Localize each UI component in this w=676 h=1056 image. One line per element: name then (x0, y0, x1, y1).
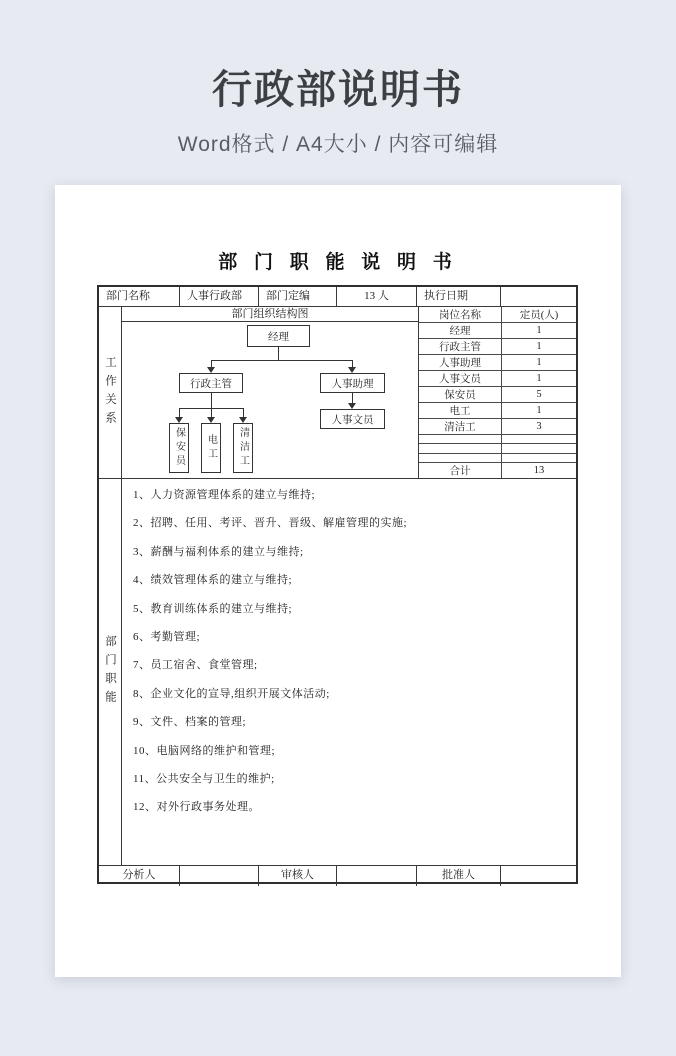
org-connector (179, 408, 180, 417)
analyst-label: 分析人 (99, 866, 180, 886)
org-node-security-guard (169, 423, 189, 473)
work-relations-label: 工作关系 (104, 355, 116, 430)
staffing-table (419, 307, 576, 478)
org-chart-cell (122, 307, 419, 478)
reviewer-value (337, 866, 417, 886)
org-node-cleaner (233, 423, 253, 473)
position-count: 1 (536, 357, 542, 368)
org-connector (211, 408, 212, 417)
position-name (419, 444, 502, 452)
org-connector (243, 408, 244, 417)
org-arrow-down-icon (207, 367, 215, 373)
org-node-hr-clerk: 人事文员 (320, 409, 385, 429)
signature-row (99, 866, 576, 886)
function-item: 7、员工宿舍、食堂管理; (133, 659, 258, 672)
position-name: 保安员 (419, 387, 502, 402)
function-item: 1、人力资源管理体系的建立与维持; (133, 489, 316, 501)
org-node-hr-assistant: 人事助理 (320, 373, 385, 393)
position-count (502, 454, 576, 462)
org-arrow-down-icon (239, 417, 247, 423)
org-arrow-down-icon (207, 417, 215, 423)
position-name: 行政主管 (419, 339, 502, 354)
function-item: 11、公共安全与卫生的维护; (133, 772, 275, 785)
banner-title: 行政部说明书 (212, 68, 464, 112)
staffing-total-row (419, 463, 576, 478)
position-name: 清洁工 (419, 419, 502, 434)
position-count: 1 (536, 325, 542, 336)
dept-name-label: 部门名称 (99, 287, 180, 306)
org-connector (211, 393, 212, 408)
staffing-row (419, 435, 576, 444)
staffing-row (419, 355, 576, 371)
staffing-row (419, 387, 576, 403)
position-name: 经理 (419, 323, 502, 338)
position-name (419, 435, 502, 443)
headcount-label: 部门定编 (259, 287, 337, 306)
org-connector (278, 347, 279, 361)
function-item: 12、对外行政事务处理。 (133, 801, 260, 814)
function-item: 4、绩效管理体系的建立与维持; (133, 574, 293, 587)
function-item: 10、电脑网络的维护和管理; (133, 744, 276, 757)
cleaner-label: 清洁工 (237, 427, 249, 469)
document-title: 部 门 职 能 说 明 书 (218, 252, 458, 273)
org-arrow-down-icon (348, 367, 356, 373)
functions-list (122, 479, 576, 865)
dept-name-value: 人事行政部 (180, 287, 259, 306)
banner-subtitle: Word格式 / A4大小 / 内容可编辑 (177, 133, 499, 156)
position-name: 电工 (419, 403, 502, 418)
functions-section (99, 479, 576, 866)
info-row (99, 287, 576, 307)
org-arrow-down-icon (348, 403, 356, 409)
exec-date-label: 执行日期 (417, 287, 501, 306)
reviewer-label: 审核人 (259, 866, 337, 886)
staffing-total-count: 13 (533, 464, 545, 476)
position-count-header: 定员(人) (519, 310, 559, 321)
functions-label-cell (99, 479, 122, 865)
position-count: 1 (536, 341, 542, 352)
analyst-value (180, 866, 259, 886)
work-relations-label-cell (99, 307, 122, 478)
security-guard-label: 保安员 (173, 427, 185, 469)
function-item: 6、考勤管理; (133, 630, 201, 643)
document-page (55, 185, 621, 977)
position-count (502, 444, 576, 452)
staffing-row (419, 323, 576, 339)
org-arrow-down-icon (175, 417, 183, 423)
headcount-value: 13 人 (337, 287, 417, 306)
position-count: 1 (536, 373, 542, 384)
functions-label: 部门职能 (104, 635, 116, 709)
staffing-row (419, 339, 576, 355)
position-name: 人事助理 (419, 355, 502, 370)
position-count: 5 (536, 389, 542, 400)
staffing-total-label: 合计 (419, 463, 502, 478)
staffing-row (419, 403, 576, 419)
org-node-admin-supervisor: 行政主管 (179, 373, 243, 393)
org-node-manager: 经理 (247, 325, 310, 347)
org-chart-title: 部门组织结构图 (122, 307, 418, 322)
position-name: 人事文员 (419, 371, 502, 386)
approver-label: 批准人 (417, 866, 501, 886)
position-count: 1 (536, 405, 542, 416)
work-relations-section (99, 307, 576, 479)
org-node-electrician (201, 423, 221, 473)
banner (0, 0, 676, 158)
staffing-row (419, 454, 576, 463)
position-count (502, 435, 576, 443)
position-name-header: 岗位名称 (419, 307, 502, 322)
staffing-row (419, 371, 576, 387)
staffing-row (419, 444, 576, 453)
staffing-header-row (419, 307, 576, 323)
org-connector (211, 360, 353, 361)
position-count: 3 (536, 421, 542, 432)
org-connector (352, 393, 353, 403)
function-item: 5、教育训练体系的建立与维持; (133, 602, 293, 615)
position-name (419, 454, 502, 462)
function-item: 8、企业文化的宣导,组织开展文体活动; (133, 687, 330, 700)
org-chart (122, 322, 418, 478)
staffing-row (419, 419, 576, 435)
approver-value (501, 866, 576, 886)
function-item: 2、招聘、任用、考评、晋升、晋级、解雇管理的实施; (133, 517, 408, 530)
department-function-table (97, 285, 578, 884)
electrician-label: 电工 (205, 434, 217, 462)
function-item: 9、文件、档案的管理; (133, 716, 247, 729)
function-item: 3、薪酬与福利体系的建立与维持; (133, 545, 304, 558)
exec-date-value (501, 287, 576, 306)
